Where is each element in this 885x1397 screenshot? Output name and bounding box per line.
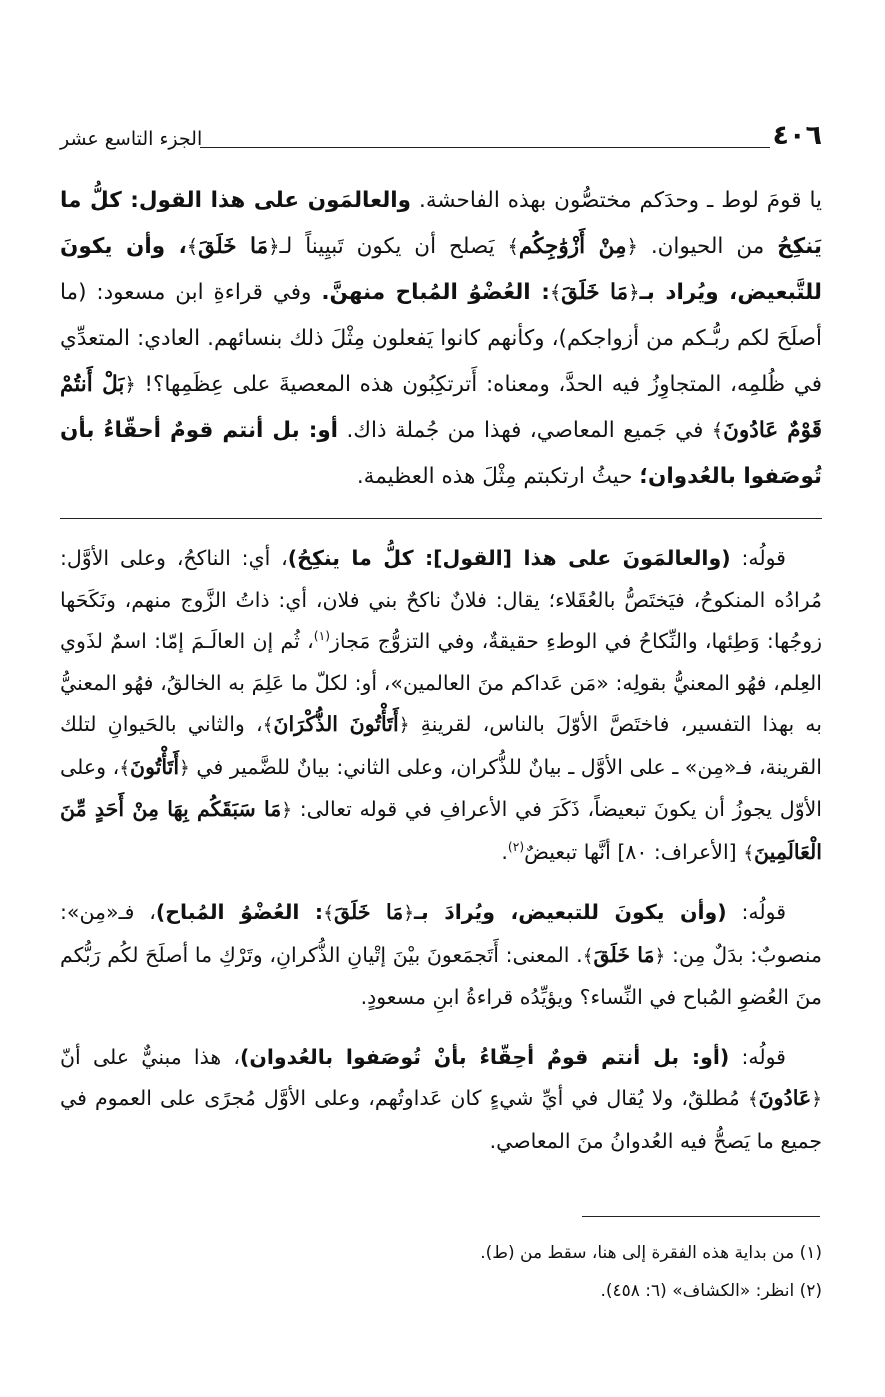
main-sentence: في جَميع المعاصي، فهذا من جُملة ذاك. <box>346 418 704 443</box>
ornament-open-icon: ﴿ <box>811 1089 822 1110</box>
quran-quote: ﴿مَا خَلَقَ﴾ <box>186 234 280 259</box>
ornament-close-icon: ﴾ <box>323 903 334 924</box>
section-divider <box>60 518 822 519</box>
ornament-close-icon: ﴾ <box>262 715 274 736</box>
ornament-open-icon: ﴿ <box>403 903 415 924</box>
quran-quote: ﴿مَا خَلَقَ﴾ <box>323 900 415 924</box>
ornament-open-icon: ﴿ <box>398 715 410 736</box>
ornament-close-icon: ﴾ <box>747 1089 759 1110</box>
ornament-close-icon: ﴾ <box>549 281 562 304</box>
lemma: (أو: بل أنتم قومٌ أحِقّاءُ بأنْ تُوصَفوا بالعُدوان) <box>239 1044 730 1069</box>
quran-quote: ﴿عَادُونَ﴾ <box>747 1086 822 1110</box>
quran-quote: ﴿مِنْ أَزْوَٰجِكُم﴾ <box>507 234 638 259</box>
main-sentence: حيثُ ارتكبتم مِثْلَ هذه العظيمة. <box>356 464 633 489</box>
quran-quote: ﴿أَتَأْتُونَ﴾ <box>119 754 190 779</box>
footnote-1: (١) من بداية هذه الفقرة إلى هنا، سقط من (ط). <box>480 1243 822 1263</box>
lemma: (وأن يكونَ للتبعيض، ويُرادَ بـ﴿مَا خَلَقَ﴾: العُضْوُ المُباح) <box>155 900 727 924</box>
quran-quote: ﴿بَلْ أَنتُمْ قَوْمٌ عَادُونَ﴾ <box>60 372 822 443</box>
ornament-close-icon: ﴾ <box>119 757 131 779</box>
footnote-marker: (١) <box>313 629 331 644</box>
main-bold-phrase: : العُضْوُ المُباح منهنَّ. <box>321 280 550 305</box>
ornament-close-icon: ﴾ <box>582 945 594 967</box>
footnote-rule <box>582 1216 820 1217</box>
page-header <box>60 120 822 160</box>
commentary-paragraph: قولُه: (أو: بل أنتم قومٌ أحِقّاءُ بأنْ تُوصَفوا بالعُدوان)، هذا مبنيٌّ على أنّ ﴿عَادُونَ﴾ مُطلقٌ، ولا يُقال في أيِّ شيءٍ كان عَداوتُهم، وعلى الأوَّل مُجرًى على العموم في جميع ما يَصحُّ فيه العُدوانُ منَ المعاصي. <box>60 1044 822 1153</box>
ornament-close-icon: ﴾ <box>186 235 199 258</box>
main-bold-phrase: والعالمَون على هذا القول: كلُّ ما يَنكِحُ <box>60 188 822 259</box>
commentary-paragraph: قولُه: (والعالمَونَ على هذا [القول]: كلُّ ما ينكِحُ)، أي: الناكحُ، وعلى الأوَّل: مُرادُه المنكوحُ، فيَختَصُّ بالعُقَلاء؛ يقال: فلانٌ ناكحٌ بني فلان، أي: ذاتُ الزَّوج منهم، ونَكَحَها زوجُها: وَطِئها، والنِّكاحُ في الوطءِ حقيقةٌ، وفي التزوُّج مَجاز$^{(١)}$، ثُم إن العالَـمَ إمّا: اسمٌ لذَوي العِلم، فهُو المعنيُّ بقولِه: «مَن عَداكم منَ العالمين»، أو: لكلّ ما عَلِمَ به الخالقُ، فهُو المعنيُّ به بهذا التفسير، فاختَصَّ الأوّلَ بالناس، لقرينةِ ﴿أَتَأْتُونَ الذُّكْرَانَ﴾، والثاني بالحَيوانِ لتلك القرينة، فـ«مِن» ـ على الأوَّل ـ بيانٌ للذُّكران، وعلى الثاني: بيانٌ للضَّمير في ﴿أَتَأْتُونَ﴾، وعلى الأوّل يجوزُ أن يكونَ تبعيضاً، ذَكَرَ في الأعرافِ في قوله تعالى: ﴿مَا سَبَقَكُم بِهَا مِنْ أَحَدٍ مِّنَ الْعَالَمِينَ﴾ [الأعراف: ٨٠] أنَّها تبعيضٌ$^{(٢)}$. <box>60 546 822 864</box>
page-number: ٤٠٦ <box>772 120 822 151</box>
ornament-open-icon: ﴿ <box>626 235 638 258</box>
main-sentence: وفي قراءةِ ابن مسعود: (ما أصلَحَ لكم ربُّـكم من أزواجكم)، وكأنهم كانوا يَفعلون مِثْلَ ذلك بنسائهم. العادي: المتعدِّي في ظُلمِه، المتجاوِزُ فيه الحدَّ، ومعناه: أَترتكِبُون هذه المعصيةَ على عِظَمِها؟! <box>60 280 823 397</box>
main-paragraph <box>60 178 822 500</box>
ornament-open-icon: ﴿ <box>628 281 640 304</box>
quran-quote: ﴿مَا سَبَقَكُم بِهَا مِنْ أَحَدٍ مِّنَ الْعَالَمِينَ﴾ <box>60 797 822 864</box>
footnote-2: (٢) انظر: «الكشاف» (٦: ٤٥٨). <box>600 1281 822 1301</box>
main-sentence: يا قومَ لوط ـ وحدَكم مختصُّون بهذه الفاحشة. <box>419 188 822 213</box>
ornament-close-icon: ﴾ <box>743 842 755 864</box>
quran-quote: ﴿مَا خَلَقَ﴾ <box>582 942 666 967</box>
ornament-open-icon: ﴿ <box>281 800 293 821</box>
header-rule <box>200 147 770 148</box>
ornament-open-icon: ﴿ <box>654 945 666 967</box>
quran-quote: ﴿أَتَأْتُونَ الذُّكْرَانَ﴾ <box>262 712 410 736</box>
main-bold-phrase: ، وأن يكونَ للتَّبعيض، ويُراد بـ <box>60 234 822 305</box>
commentary <box>60 538 822 1180</box>
quran-quote: ﴿مَا خَلَقَ﴾ <box>549 280 640 305</box>
ornament-open-icon: ﴿ <box>268 235 280 258</box>
ornament-open-icon: ﴿ <box>179 757 190 779</box>
footnotes <box>60 1234 822 1310</box>
main-text <box>60 178 822 500</box>
main-sentence: من الحيوان. <box>650 234 765 259</box>
main-sentence: يَصلح أن يكون تَبيِيناً لـ <box>279 234 495 259</box>
footnote-marker: (٢) <box>507 839 525 854</box>
commentary-paragraph: قولُه: (وأن يكونَ للتبعيض، ويُرادَ بـ﴿مَا خَلَقَ﴾: العُضْوُ المُباح)، فـ«مِن»: منصوبٌ: بدَلٌ مِن: ﴿مَا خَلَقَ﴾. المعنى: أَتَجمَعونَ بيْنَ إتْيانِ الذُّكرانِ، وتَرْكِ ما أصلَحَ لكُم رَبُّكم منَ العُضوِ المُباح في النِّساء؟ ويؤيِّدُه قراءةُ ابنِ مسعودٍ. <box>60 900 822 1009</box>
ornament-close-icon: ﴾ <box>507 235 519 258</box>
running-title: الجزء التاسع عشر <box>60 128 203 150</box>
ornament-open-icon: ﴿ <box>124 373 136 396</box>
ornament-close-icon: ﴾ <box>711 419 724 442</box>
lemma: (والعالمَونَ على هذا [القول]: كلُّ ما ينكِحُ) <box>287 546 731 570</box>
main-bold-phrase: أو: بل أنتم قومٌ أحقّاءُ بأن تُوصَفوا بالعُدوان؛ <box>60 418 822 489</box>
